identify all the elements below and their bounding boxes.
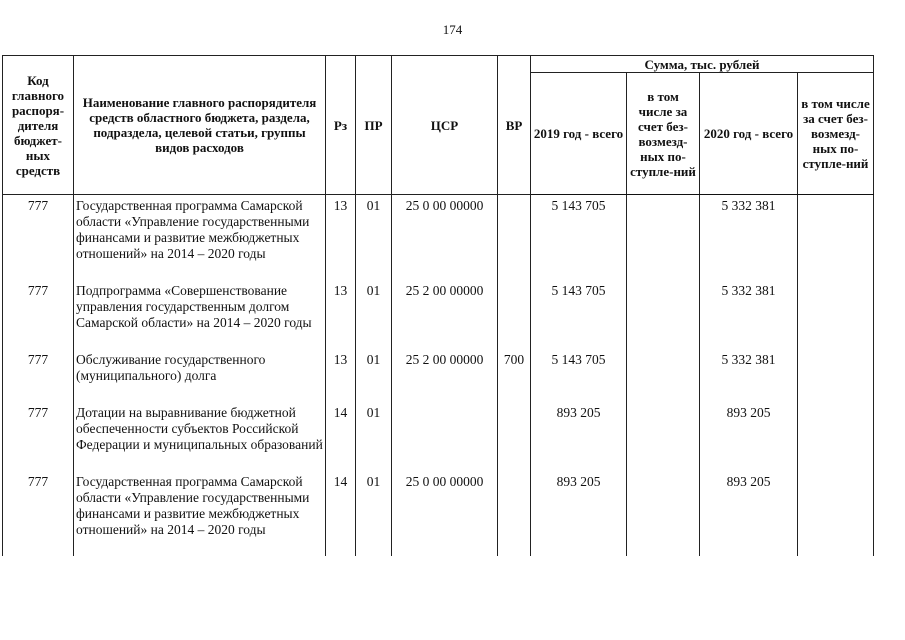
cell-2020-total: 5 332 381 xyxy=(700,349,798,402)
table-row xyxy=(3,471,874,556)
cell-2020-free xyxy=(798,471,874,556)
cell-2020-free xyxy=(798,195,874,281)
cell-2019-total: 5 143 705 xyxy=(531,349,627,402)
cell-2020-total: 5 332 381 xyxy=(700,280,798,349)
cell-2019-free xyxy=(627,280,700,349)
cell-2019-total: 5 143 705 xyxy=(531,195,627,281)
cell-pr: 01 xyxy=(356,349,392,402)
cell-pr: 01 xyxy=(356,280,392,349)
cell-code: 777 xyxy=(3,349,74,402)
page-number: 174 xyxy=(442,22,463,37)
cell-2019-free xyxy=(627,471,700,556)
table-row xyxy=(3,349,874,402)
header-2019-total: 2019 год - всего xyxy=(531,73,627,195)
header-name: Наименование главного распорядителя средств областного бюджета, раздела, подраздела, целевой статьи, группы видов расходов xyxy=(74,56,326,195)
cell-pr: 01 xyxy=(356,195,392,281)
header-vr: ВР xyxy=(498,56,531,195)
cell-vr xyxy=(498,280,531,349)
cell-vr xyxy=(498,402,531,471)
table-row xyxy=(3,280,874,349)
cell-2019-total: 5 143 705 xyxy=(531,280,627,349)
table-row xyxy=(3,402,874,471)
header-row-top xyxy=(3,56,874,73)
cell-code: 777 xyxy=(3,402,74,471)
cell-csr: 25 0 00 00000 xyxy=(392,471,498,556)
cell-code: 777 xyxy=(3,195,74,281)
cell-2019-free xyxy=(627,195,700,281)
budget-table xyxy=(2,55,874,556)
header-2020-total: 2020 год - всего xyxy=(700,73,798,195)
header-2019-free: в том числе за счет без-возмезд-ных по-ступле-ний xyxy=(627,73,700,195)
cell-vr: 700 xyxy=(498,349,531,402)
cell-name: Обслуживание государственного (муниципального) долга xyxy=(74,349,326,402)
cell-code: 777 xyxy=(3,280,74,349)
cell-2019-free xyxy=(627,402,700,471)
cell-vr xyxy=(498,195,531,281)
cell-rz: 13 xyxy=(326,195,356,281)
header-pr: ПР xyxy=(356,56,392,195)
cell-2020-free xyxy=(798,349,874,402)
cell-rz: 14 xyxy=(326,402,356,471)
cell-rz: 14 xyxy=(326,471,356,556)
cell-2019-free xyxy=(627,349,700,402)
table-row xyxy=(3,195,874,281)
cell-pr: 01 xyxy=(356,471,392,556)
header-rz: Рз xyxy=(326,56,356,195)
cell-csr: 25 0 00 00000 xyxy=(392,195,498,281)
cell-csr xyxy=(392,402,498,471)
cell-2020-total: 893 205 xyxy=(700,471,798,556)
cell-2020-free xyxy=(798,402,874,471)
cell-2019-total: 893 205 xyxy=(531,471,627,556)
cell-name: Подпрограмма «Совершенствование управления государственным долгом Самарской области» на 2014 – 2020 годы xyxy=(74,280,326,349)
cell-pr: 01 xyxy=(356,402,392,471)
cell-2020-total: 5 332 381 xyxy=(700,195,798,281)
cell-2020-total: 893 205 xyxy=(700,402,798,471)
header-code: Код главного распоря-дителя бюджет-ных средств xyxy=(3,56,74,195)
cell-name: Государственная программа Самарской области «Управление государственными финансами и развитие межбюджетных отношений» на 2014 – 2020 годы xyxy=(74,195,326,281)
cell-csr: 25 2 00 00000 xyxy=(392,349,498,402)
header-2020-free: в том числе за счет без-возмезд-ных по-ступле-ний xyxy=(798,73,874,195)
cell-csr: 25 2 00 00000 xyxy=(392,280,498,349)
cell-2019-total: 893 205 xyxy=(531,402,627,471)
cell-name: Дотации на выравнивание бюджетной обеспеченности субъектов Российской Федерации и муниципальных образований xyxy=(74,402,326,471)
cell-vr xyxy=(498,471,531,556)
cell-rz: 13 xyxy=(326,280,356,349)
cell-2020-free xyxy=(798,280,874,349)
header-sum-group: Сумма, тыс. рублей xyxy=(531,56,874,73)
cell-name: Государственная программа Самарской области «Управление государственными финансами и развитие межбюджетных отношений» на 2014 – 2020 годы xyxy=(74,471,326,556)
cell-code: 777 xyxy=(3,471,74,556)
cell-rz: 13 xyxy=(326,349,356,402)
header-csr: ЦСР xyxy=(392,56,498,195)
